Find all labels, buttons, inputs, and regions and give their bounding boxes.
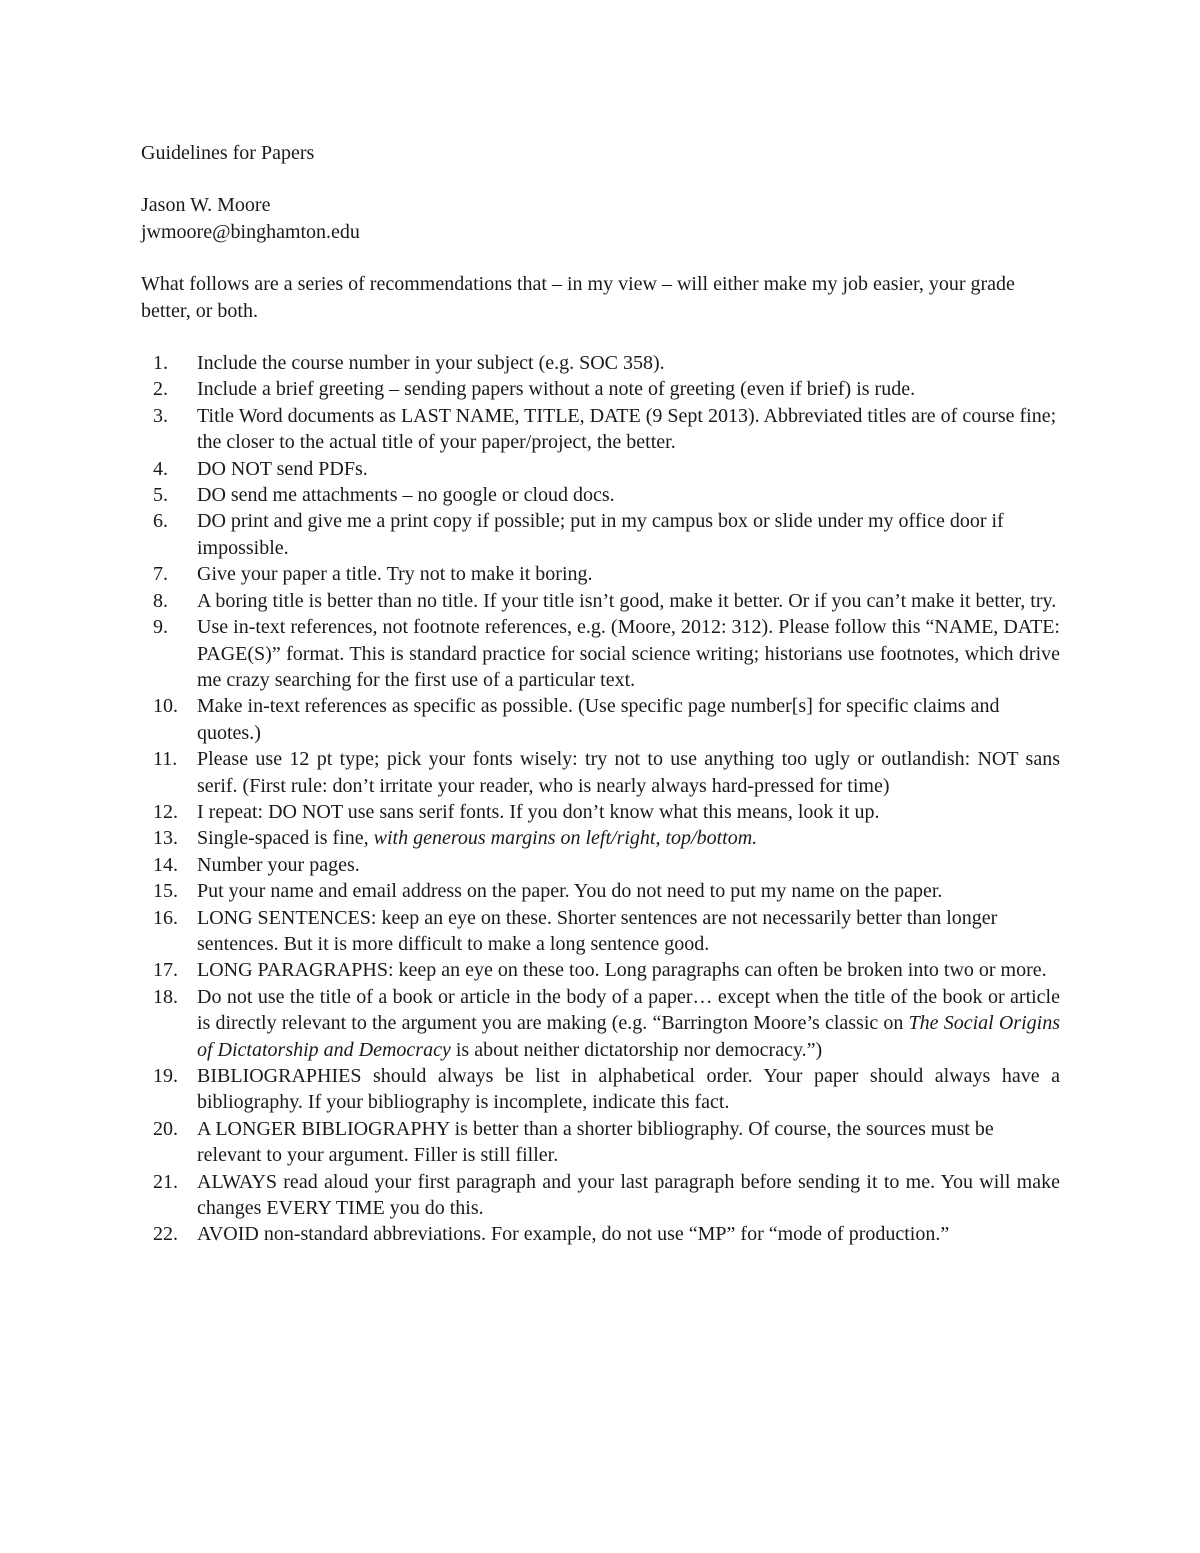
- list-item: [141, 376, 1060, 402]
- list-item: [141, 852, 1060, 878]
- item-text-plain: Do not use the title of a book or article in the body of a paper… except when the title of the book or article is directly relevant to the argument you are making (e.g. “Barrington Moore’s classic on: [197, 985, 1060, 1035]
- list-item: [141, 693, 1060, 746]
- item-number: 20.: [153, 1117, 178, 1140]
- item-number: 1.: [153, 352, 168, 375]
- item-number: 21.: [153, 1170, 178, 1193]
- list-item: [141, 1063, 1060, 1116]
- item-text: Number your pages.: [197, 853, 360, 876]
- item-text: Please use 12 pt type; pick your fonts wisely: try not to use anything too ugly or outlandish: NOT sans serif. (First rule: don’t irritate your reader, who is nearly always hard-pressed for time): [197, 748, 1060, 797]
- author-name: Jason W. Moore: [141, 194, 271, 217]
- item-text: Include a brief greeting – sending papers without a note of greeting (even if brief) is rude.: [197, 378, 916, 401]
- list-item: [141, 350, 1060, 376]
- item-text-plain: Single-spaced is fine,: [197, 827, 374, 850]
- list-item: [141, 403, 1060, 456]
- item-text: ALWAYS read aloud your first paragraph and your last paragraph before sending it to me. You will make changes EVERY TIME you do this.: [197, 1170, 1060, 1220]
- item-number: 14.: [153, 853, 178, 876]
- item-number: 2.: [153, 378, 168, 401]
- list-item: [141, 984, 1060, 1063]
- item-number: 8.: [153, 589, 168, 612]
- item-text: I repeat: DO NOT use sans serif fonts. If you don’t know what this means, look it up.: [197, 800, 880, 823]
- item-text: LONG PARAGRAPHS: keep an eye on these too. Long paragraphs can often be broken into two or more.: [197, 959, 1047, 982]
- item-number: 4.: [153, 457, 168, 480]
- item-number: 13.: [153, 827, 178, 850]
- recommendations-list: [141, 350, 1060, 1248]
- list-item: [141, 799, 1060, 825]
- list-item: [141, 588, 1060, 614]
- item-text: [197, 984, 1060, 1063]
- list-item: [141, 561, 1060, 587]
- item-text-italic: with generous margins on left/right, top/bottom.: [373, 827, 758, 850]
- item-number: 3.: [153, 404, 168, 427]
- item-text: BIBLIOGRAPHIES should always be list in alphabetical order. Your paper should always have a bibliography. If your bibliography is incomplete, indicate this fact.: [197, 1065, 1060, 1114]
- document-title: Guidelines for Papers: [141, 142, 315, 164]
- item-number: 7.: [153, 563, 168, 586]
- item-text-plain-after: is about neither dictatorship nor democracy.”): [450, 1038, 823, 1061]
- item-text: Make in-text references as specific as possible. (Use specific page number[s] for specific claims and quotes.): [197, 695, 1000, 744]
- item-text: Give your paper a title. Try not to make it boring.: [197, 563, 593, 586]
- item-number: 17.: [153, 959, 178, 982]
- item-text-italic: The Social Origins of Dictatorship and Democracy: [197, 1012, 1060, 1061]
- item-text: DO print and give me a print copy if possible; put in my campus box or slide under my office door if impossible.: [197, 510, 1004, 559]
- author-email: jwmoore@binghamton.edu: [141, 220, 360, 243]
- author-block: [141, 192, 1060, 245]
- list-item: [141, 508, 1060, 561]
- intro-paragraph: What follows are a series of recommendations that – in my view – will either make my job easier, your grade better, or both.: [141, 273, 1015, 322]
- item-text: A boring title is better than no title. If your title isn’t good, make it better. Or if you can’t make it better, try.: [197, 589, 1057, 612]
- item-number: 16.: [153, 906, 178, 929]
- item-text: A LONGER BIBLIOGRAPHY is better than a shorter bibliography. Of course, the sources must be relevant to your argument. Filler is still filler.: [197, 1117, 994, 1167]
- item-number: 11.: [153, 748, 178, 771]
- item-text: Put your name and email address on the paper. You do not need to put my name on the paper.: [197, 880, 943, 903]
- list-item: [141, 957, 1060, 983]
- item-number: 19.: [153, 1065, 178, 1087]
- list-item: [141, 482, 1060, 508]
- item-text: DO NOT send PDFs.: [197, 457, 368, 480]
- item-number: 22.: [153, 1223, 178, 1246]
- item-text: Use in-text references, not footnote references, e.g. (Moore, 2012: 312). Please follow this “NAME, DATE: PAGE(S)” format. This is standard practice for social science writing; historians use footnotes, which drive me crazy searching for the first use of a particular text.: [197, 616, 1060, 691]
- list-item: [141, 1221, 1060, 1247]
- item-number: 6.: [153, 510, 168, 533]
- list-item: [141, 878, 1060, 904]
- item-text: Title Word documents as LAST NAME, TITLE, DATE (9 Sept 2013). Abbreviated titles are of course fine; the closer to the actual title of your paper/project, the better.: [197, 404, 1057, 454]
- list-item: [141, 456, 1060, 482]
- item-number: 5.: [153, 484, 168, 507]
- list-item: [141, 1116, 1060, 1169]
- item-number: 15.: [153, 880, 178, 903]
- item-number: 9.: [153, 616, 168, 639]
- list-item: [141, 746, 1060, 799]
- list-item: [141, 905, 1060, 958]
- item-text: DO send me attachments – no google or cloud docs.: [197, 484, 615, 507]
- list-item: [141, 825, 1060, 851]
- list-item: [141, 614, 1060, 693]
- item-number: 18.: [153, 985, 178, 1008]
- item-number: 12.: [153, 800, 178, 823]
- item-text: Include the course number in your subject (e.g. SOC 358).: [197, 352, 665, 375]
- item-number: 10.: [153, 695, 178, 718]
- list-item: [141, 1169, 1060, 1222]
- item-text: AVOID non-standard abbreviations. For example, do not use “MP” for “mode of production.”: [197, 1223, 950, 1246]
- item-text: LONG SENTENCES: keep an eye on these. Shorter sentences are not necessarily better than longer sentences. But it is more difficult to make a long sentence good.: [197, 906, 998, 955]
- item-text: [197, 825, 1060, 851]
